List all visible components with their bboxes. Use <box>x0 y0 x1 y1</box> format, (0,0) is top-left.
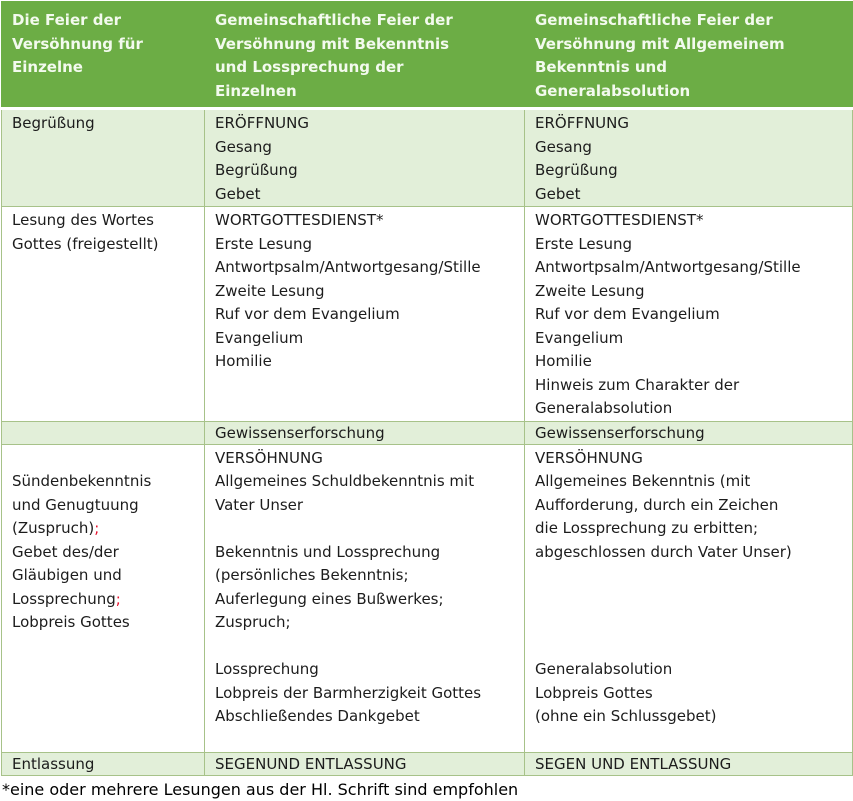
cell-line: Gebet <box>535 184 581 203</box>
cell-line: Gewissenserforschung <box>215 423 385 442</box>
cell-line: die Lossprechung zu erbitten; <box>535 519 759 537</box>
cell-line: Evangelium <box>535 328 624 347</box>
cell-line: Evangelium <box>215 328 304 347</box>
cell-line: Begrüßung <box>215 161 298 179</box>
cell-line <box>535 611 844 635</box>
cell-line <box>12 588 196 612</box>
cell-line <box>12 423 196 443</box>
table-cell <box>2 444 205 753</box>
cell-line: Homilie <box>535 352 592 370</box>
cell-line: Einzelne <box>12 58 83 76</box>
cell-line: Die Feier der <box>12 11 122 29</box>
cell-line: Bekenntnis und <box>535 58 667 76</box>
cell-line: Versöhnung mit Allgemeinem <box>535 34 785 53</box>
table-cell <box>205 207 525 422</box>
cell-line: Zweite Lesung <box>535 281 645 300</box>
table-cell <box>525 444 853 753</box>
cell-line: Bekenntnis und Lossprechung <box>215 542 441 561</box>
cell-line: und Genugtuung <box>12 495 139 514</box>
cell-line <box>535 635 844 659</box>
cell-line: SEGEN UND ENTLASSUNG <box>535 755 732 773</box>
cell-line: Einzelnen <box>215 81 297 100</box>
cell-line <box>215 517 516 541</box>
cell-line <box>12 517 196 541</box>
cell-line: Zweite Lesung <box>215 281 325 300</box>
cell-line: Gebet des/der <box>12 542 119 561</box>
cell-line: Lobpreis Gottes <box>12 613 130 631</box>
cell-line: Allgemeines Schuldbekenntnis mit <box>215 472 475 490</box>
table-cell <box>205 753 525 776</box>
cell-line: abgeschlossen durch Vater Unser) <box>535 542 792 561</box>
table-header-row <box>2 2 853 109</box>
cell-line: Lesung des Wortes <box>12 211 154 229</box>
table-row-dismissal <box>2 753 853 776</box>
cell-line <box>215 635 516 659</box>
table-row-examination-of-conscience <box>2 421 853 444</box>
cell-line: Zuspruch; <box>215 613 291 631</box>
red-semicolon: ; <box>115 589 121 608</box>
cell-line: Lossprechung <box>215 660 319 678</box>
table-cell <box>205 444 525 753</box>
cell-line: Gemeinschaftliche Feier der <box>535 11 773 29</box>
cell-line: (persönliches Bekenntnis; <box>215 566 409 584</box>
table-cell <box>205 421 525 444</box>
cell-line <box>215 729 516 753</box>
cell-line <box>535 588 844 612</box>
header-cell-individual-celebration <box>2 2 205 109</box>
table-cell <box>525 421 853 444</box>
cell-line: Gesang <box>215 137 272 156</box>
header-cell-communal-individual-absolution <box>205 2 525 109</box>
cell-line: Generalabsolution <box>535 399 673 417</box>
table-row-confession-absolution <box>2 444 853 753</box>
cell-line <box>535 564 844 588</box>
cell-line: Erste Lesung <box>215 234 313 253</box>
cell-line: WORTGOTTESDIENST* <box>215 211 384 229</box>
header-cell-communal-general-absolution <box>525 2 853 109</box>
cell-line: Sündenbekenntnis <box>12 472 152 490</box>
table-row-greeting <box>2 109 853 207</box>
cell-line: Entlassung <box>12 755 95 773</box>
table-cell <box>2 753 205 776</box>
reconciliation-comparison-table <box>1 1 853 776</box>
cell-line: Abschließendes Dankgebet <box>215 707 420 725</box>
cell-line: Erste Lesung <box>535 234 633 253</box>
cell-line: Antwortpsalm/Antwortgesang/Stille <box>215 258 481 276</box>
cell-line: VERSÖHNUNG <box>535 448 643 467</box>
cell-line: Vater Unser <box>215 495 304 514</box>
red-semicolon: ; <box>94 519 100 537</box>
table-cell <box>525 753 853 776</box>
cell-line: Ruf vor dem Evangelium <box>215 305 400 323</box>
table-cell <box>2 109 205 207</box>
cell-line: und Lossprechung der <box>215 58 404 76</box>
cell-line: Allgemeines Bekenntnis (mit <box>535 472 751 490</box>
cell-line: (ohne ein Schlussgebet) <box>535 707 717 725</box>
table-row-word-of-god <box>2 207 853 422</box>
cell-line: Versöhnung für <box>12 34 143 53</box>
cell-line: Ruf vor dem Evangelium <box>535 305 720 323</box>
table-cell <box>525 109 853 207</box>
cell-line-text: Lossprechung <box>12 589 116 608</box>
cell-line-text: (Zuspruch) <box>12 519 95 537</box>
cell-line: Generalabsolution <box>535 660 673 678</box>
cell-line: VERSÖHNUNG <box>215 448 323 467</box>
cell-line: Versöhnung mit Bekenntnis <box>215 34 450 53</box>
cell-line: Gebet <box>215 184 261 203</box>
cell-line: SEGENUND ENTLASSUNG <box>215 755 407 773</box>
cell-line <box>12 447 196 471</box>
cell-line: Gläubigen und <box>12 566 122 584</box>
cell-line: Begrüßung <box>535 161 618 179</box>
cell-line: Generalabsolution <box>535 81 691 100</box>
cell-line: Begrüßung <box>12 114 95 132</box>
cell-line: ERÖFFNUNG <box>215 114 310 132</box>
cell-line: Gesang <box>535 137 592 156</box>
cell-line: Lobpreis Gottes <box>535 683 653 702</box>
cell-line: Lobpreis der Barmherzigkeit Gottes <box>215 683 482 702</box>
cell-line: Homilie <box>215 352 272 370</box>
table-cell <box>205 109 525 207</box>
table-cell <box>2 421 205 444</box>
cell-line: WORTGOTTESDIENST* <box>535 211 704 229</box>
cell-line: ERÖFFNUNG <box>535 114 630 132</box>
cell-line: Hinweis zum Charakter der <box>535 375 740 394</box>
cell-line: Antwortpsalm/Antwortgesang/Stille <box>535 258 801 276</box>
table-cell <box>2 207 205 422</box>
table-cell <box>525 207 853 422</box>
cell-line: Gemeinschaftliche Feier der <box>215 11 453 29</box>
cell-line: Aufforderung, durch ein Zeichen <box>535 495 779 514</box>
cell-line: Gottes (freigestellt) <box>12 234 159 253</box>
cell-line: Auferlegung eines Bußwerkes; <box>215 589 444 608</box>
cell-line: Gewissenserforschung <box>535 423 705 442</box>
footnote-text: *eine oder mehrere Lesungen aus der Hl. Schrift sind empfohlen <box>2 780 519 799</box>
